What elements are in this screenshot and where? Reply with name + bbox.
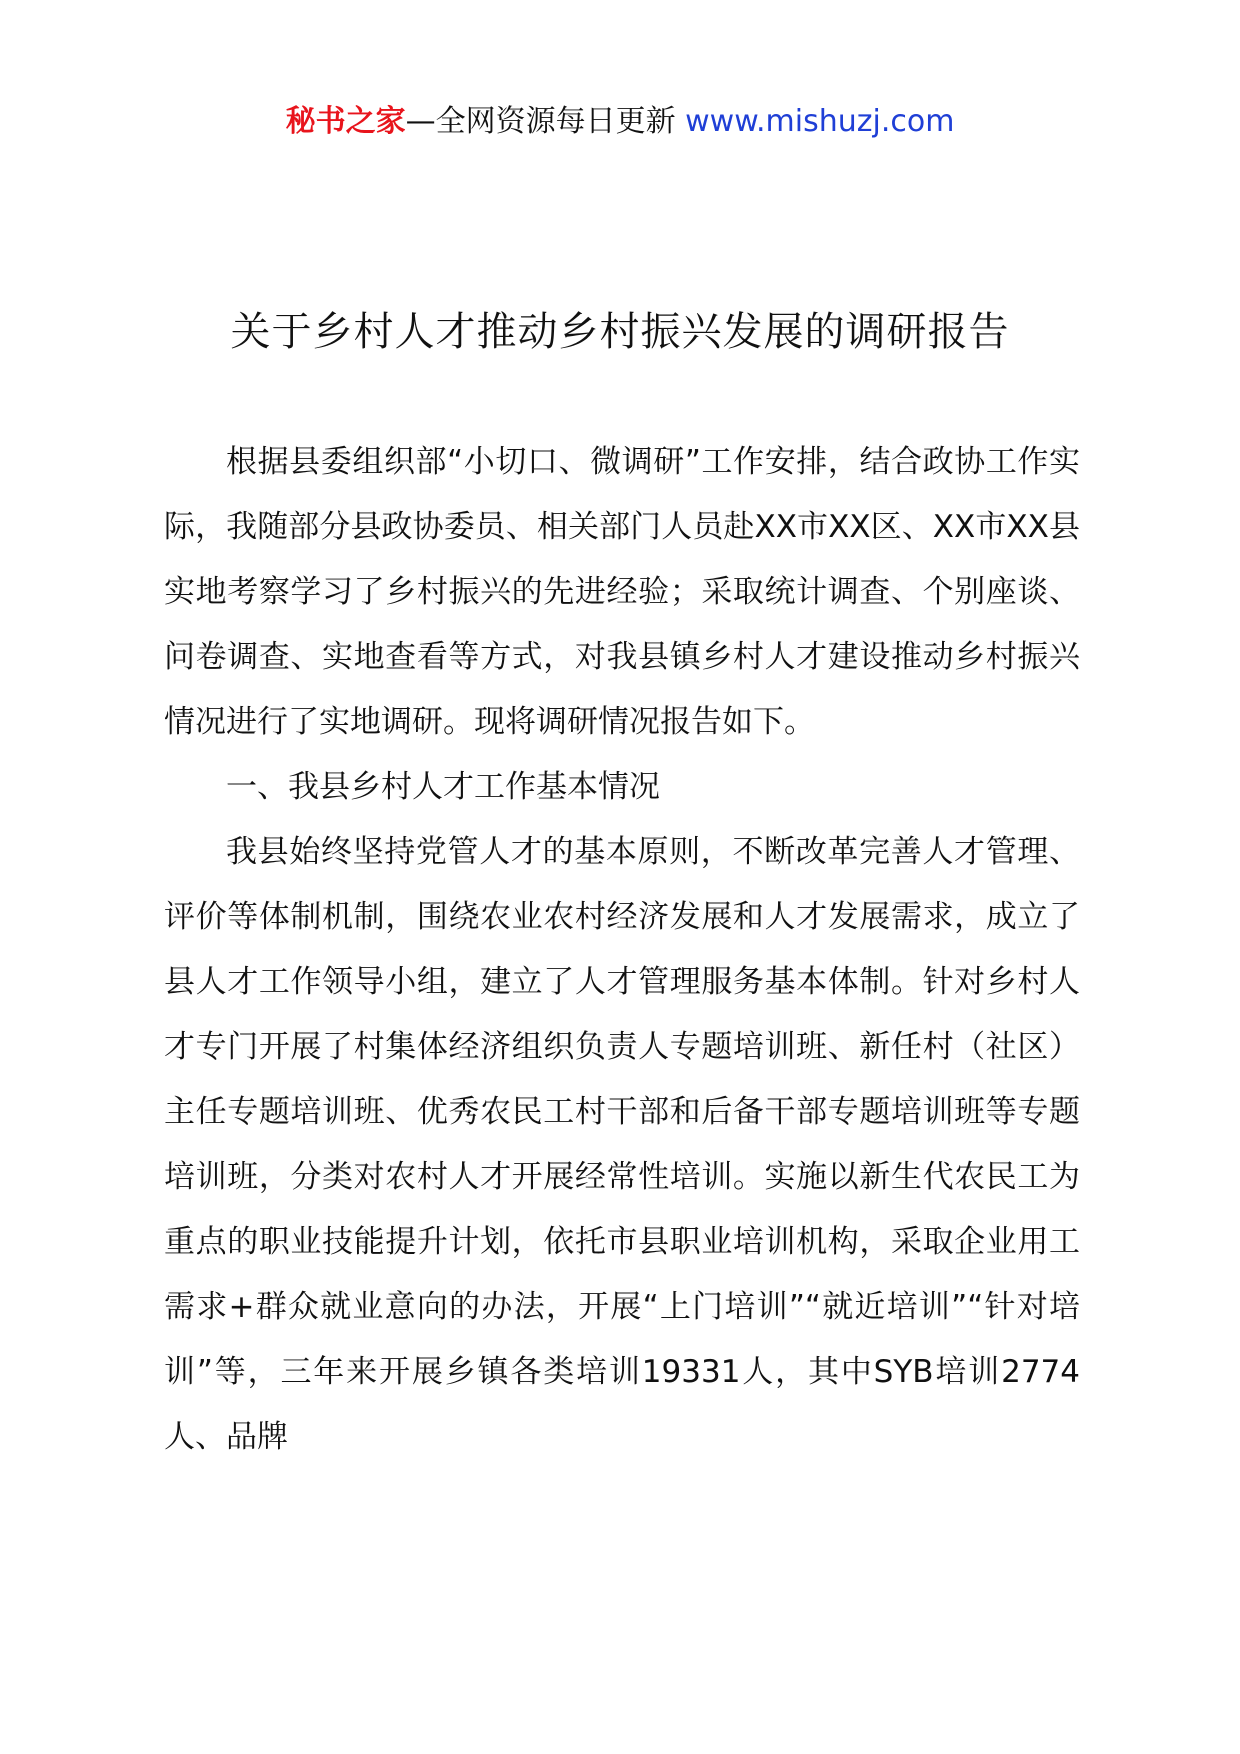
document-title: 关于乡村人才推动乡村振兴发展的调研报告 [230,309,1010,355]
header-tagline: —全网资源每日更新 [405,104,676,139]
intro-paragraph: 根据县委组织部“小切口、微调研”工作安排，结合政协工作实际，我随部分县政协委员、相关部门人员赴XX市XX区、XX市XX县实地考察学习了乡村振兴的先进经验；采取统计调查、个别座谈、问卷调查、实地查看等方式，对我县镇乡村人才建设推动乡村振兴情况进行了实地调研。现将调研情况报告如下。 [164,444,1080,740]
brand-name: 秘书之家 [285,104,406,139]
section-heading: 一、我县乡村人才工作基本情况 [226,769,660,805]
document-body [164,430,1080,1470]
body-paragraph: 我县始终坚持党管人才的基本原则，不断改革完善人才管理、评价等体制机制，围绕农业农村经济发展和人才发展需求，成立了县人才工作领导小组，建立了人才管理服务基本体制。针对乡村人才专门开展了村集体经济组织负责人专题培训班、新任村（社区）主任专题培训班、优秀农民工村干部和后备干部专题培训班等专题培训班，分类对农村人才开展经常性培训。实施以新生代农民工为重点的职业技能提升计划，依托市县职业培训机构，采取企业用工需求+群众就业意向的办法，开展“上门培训”“就近培训”“针对培训”等，三年来开展乡镇各类培训19331人，其中SYB培训2774人、品牌 [164,834,1080,1455]
site-url-link[interactable]: www.mishuzj.com [685,104,955,139]
site-header [0,100,1240,144]
